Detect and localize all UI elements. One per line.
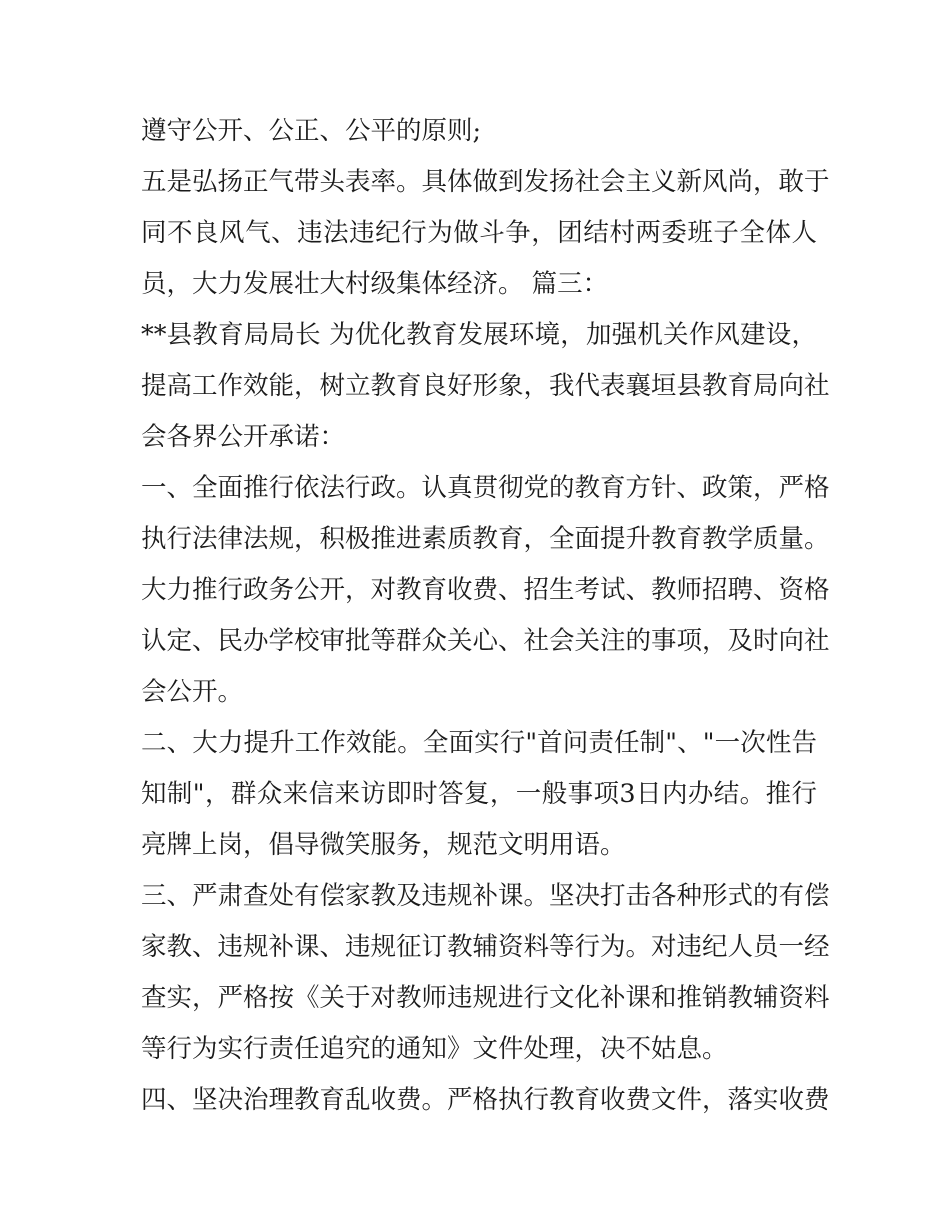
text-line: 执行法律法规，积极推进素质教育，全面提升教育教学质量。: [141, 524, 830, 554]
text-line: 亮牌上岗，倡导微笑服务，规范文明用语。: [141, 830, 626, 860]
text-line: 四、坚决治理教育乱收费。严格执行教育收费文件，落实收费: [141, 1085, 830, 1115]
text-line: 同不良风气、违法违纪行为做斗争，团结村两委班子全体人: [141, 218, 817, 248]
text-line: 五是弘扬正气带头表率。具体做到发扬社会主义新风尚，敢于: [141, 167, 830, 197]
document-body: [141, 106, 830, 1126]
text-line: 三、严肃查处有偿家教及违规补课。坚决打击各种形式的有偿: [141, 881, 830, 911]
text-line: 二、大力提升工作效能。全面实行"首问责任制"、"一次性告: [141, 728, 817, 758]
text-line: 知制"，群众来信来访即时答复，一般事项3日内办结。推行: [141, 779, 817, 809]
text-line: 会各界公开承诺：: [141, 422, 346, 452]
text-line: 会公开。: [141, 677, 244, 707]
text-line: 提高工作效能，树立教育良好形象，我代表襄垣县教育局向社: [141, 371, 830, 401]
text-line: **县教育局局长 为优化教育发展环境，加强机关作风建设，: [141, 320, 817, 350]
text-line: 家教、违规补课、违规征订教辅资料等行为。对违纪人员一经: [141, 932, 830, 962]
text-line: 等行为实行责任追究的通知》文件处理，决不姑息。: [141, 1034, 728, 1064]
text-line: 认定、民办学校审批等群众关心、社会关注的事项，及时向社: [141, 626, 830, 656]
text-line: 大力推行政务公开，对教育收费、招生考试、教师招聘、资格: [141, 575, 830, 605]
text-line: 查实，严格按《关于对教师违规进行文化补课和推销教辅资料: [141, 983, 830, 1013]
text-line: 员，大力发展壮大村级集体经济。 篇三：: [141, 269, 609, 299]
text-line: 一、全面推行依法行政。认真贯彻党的教育方针、政策，严格: [141, 473, 830, 503]
text-line: 遵守公开、公正、公平的原则;: [141, 116, 482, 146]
